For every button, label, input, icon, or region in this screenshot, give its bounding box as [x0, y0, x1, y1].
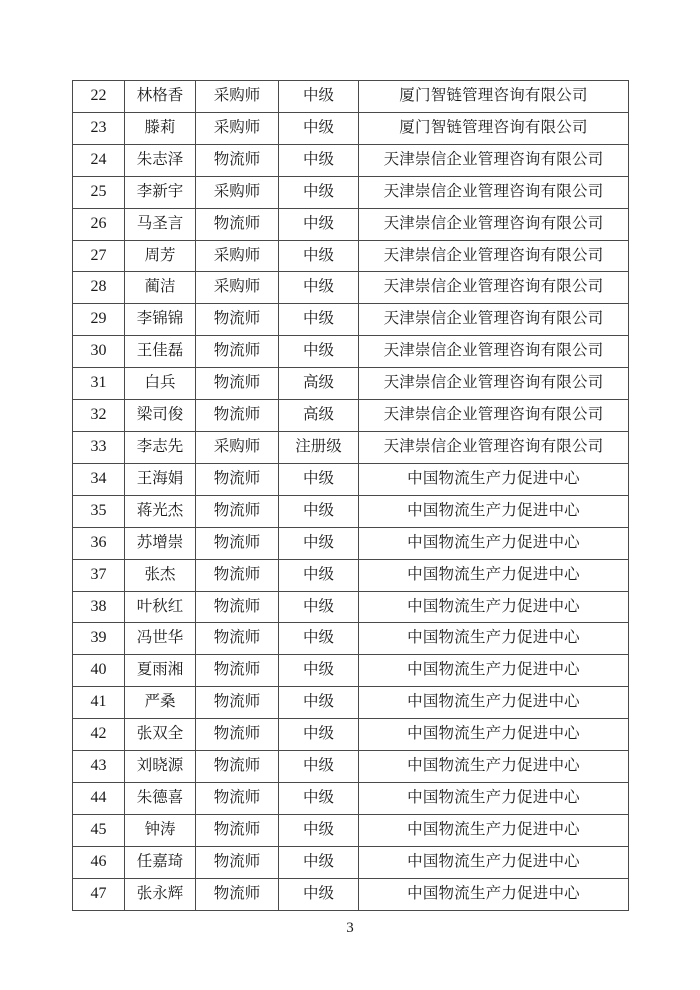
cell-certificate: 物流师: [196, 782, 279, 814]
cell-level: 中级: [279, 176, 359, 208]
cell-level: 中级: [279, 144, 359, 176]
cell-index: 45: [73, 814, 125, 846]
table-row: [73, 81, 629, 113]
cell-certificate: 物流师: [196, 368, 279, 400]
cell-organization: 中国物流生产力促进中心: [359, 495, 629, 527]
table-row: [73, 782, 629, 814]
cell-organization: 中国物流生产力促进中心: [359, 751, 629, 783]
cell-certificate: 物流师: [196, 687, 279, 719]
cell-name: 任嘉琦: [125, 846, 196, 878]
cell-certificate: 物流师: [196, 814, 279, 846]
cell-organization: 中国物流生产力促进中心: [359, 814, 629, 846]
cell-certificate: 采购师: [196, 240, 279, 272]
cell-name: 王佳磊: [125, 336, 196, 368]
cell-index: 27: [73, 240, 125, 272]
table-row: [73, 368, 629, 400]
table-row: [73, 304, 629, 336]
cell-organization: 天津崇信企业管理咨询有限公司: [359, 208, 629, 240]
cell-organization: 中国物流生产力促进中心: [359, 463, 629, 495]
cell-certificate: 物流师: [196, 144, 279, 176]
cell-name: 刘晓源: [125, 751, 196, 783]
table-row: [73, 336, 629, 368]
cell-index: 31: [73, 368, 125, 400]
cell-level: 中级: [279, 112, 359, 144]
cell-name: 滕莉: [125, 112, 196, 144]
cell-level: 中级: [279, 463, 359, 495]
cell-name: 钟涛: [125, 814, 196, 846]
page-number: 3: [346, 920, 354, 936]
cell-level: 中级: [279, 240, 359, 272]
cell-organization: 天津崇信企业管理咨询有限公司: [359, 176, 629, 208]
cell-index: 25: [73, 176, 125, 208]
cell-certificate: 物流师: [196, 655, 279, 687]
cell-organization: 中国物流生产力促进中心: [359, 559, 629, 591]
cell-certificate: 物流师: [196, 719, 279, 751]
table-row: [73, 719, 629, 751]
cell-organization: 中国物流生产力促进中心: [359, 527, 629, 559]
cell-index: 23: [73, 112, 125, 144]
table-row: [73, 400, 629, 432]
table-row: [73, 751, 629, 783]
table-row: [73, 495, 629, 527]
table-row: [73, 559, 629, 591]
table-row: [73, 623, 629, 655]
cell-name: 周芳: [125, 240, 196, 272]
cell-certificate: 物流师: [196, 208, 279, 240]
cell-certificate: 物流师: [196, 304, 279, 336]
cell-index: 43: [73, 751, 125, 783]
cell-level: 中级: [279, 81, 359, 113]
cell-index: 22: [73, 81, 125, 113]
cell-index: 28: [73, 272, 125, 304]
cell-name: 蔺洁: [125, 272, 196, 304]
cell-name: 朱志泽: [125, 144, 196, 176]
cell-organization: 中国物流生产力促进中心: [359, 846, 629, 878]
cell-certificate: 采购师: [196, 112, 279, 144]
cell-index: 34: [73, 463, 125, 495]
cell-level: 高级: [279, 368, 359, 400]
table-row: [73, 463, 629, 495]
table-row: [73, 687, 629, 719]
cell-index: 24: [73, 144, 125, 176]
cell-level: 中级: [279, 846, 359, 878]
cell-level: 中级: [279, 655, 359, 687]
cell-level: 中级: [279, 336, 359, 368]
table-row: [73, 527, 629, 559]
cell-name: 张杰: [125, 559, 196, 591]
cell-certificate: 物流师: [196, 463, 279, 495]
cell-name: 马圣言: [125, 208, 196, 240]
cell-name: 朱德喜: [125, 782, 196, 814]
cell-organization: 中国物流生产力促进中心: [359, 623, 629, 655]
roster-table-body: [73, 81, 629, 911]
cell-organization: 中国物流生产力促进中心: [359, 878, 629, 910]
cell-certificate: 物流师: [196, 336, 279, 368]
cell-certificate: 物流师: [196, 527, 279, 559]
cell-certificate: 物流师: [196, 495, 279, 527]
cell-level: 高级: [279, 400, 359, 432]
cell-name: 苏增崇: [125, 527, 196, 559]
cell-index: 42: [73, 719, 125, 751]
cell-level: 中级: [279, 208, 359, 240]
cell-name: 叶秋红: [125, 591, 196, 623]
table-row: [73, 878, 629, 910]
cell-level: 中级: [279, 814, 359, 846]
cell-organization: 天津崇信企业管理咨询有限公司: [359, 144, 629, 176]
table-row: [73, 176, 629, 208]
cell-organization: 天津崇信企业管理咨询有限公司: [359, 336, 629, 368]
cell-certificate: 物流师: [196, 878, 279, 910]
cell-name: 梁司俊: [125, 400, 196, 432]
cell-name: 严桑: [125, 687, 196, 719]
cell-organization: 天津崇信企业管理咨询有限公司: [359, 272, 629, 304]
cell-organization: 天津崇信企业管理咨询有限公司: [359, 240, 629, 272]
cell-level: 中级: [279, 495, 359, 527]
cell-name: 李新宇: [125, 176, 196, 208]
table-row: [73, 655, 629, 687]
cell-index: 32: [73, 400, 125, 432]
cell-organization: 中国物流生产力促进中心: [359, 719, 629, 751]
cell-level: 中级: [279, 527, 359, 559]
cell-certificate: 物流师: [196, 846, 279, 878]
cell-level: 注册级: [279, 431, 359, 463]
cell-certificate: 物流师: [196, 400, 279, 432]
cell-certificate: 物流师: [196, 559, 279, 591]
cell-name: 白兵: [125, 368, 196, 400]
cell-index: 40: [73, 655, 125, 687]
cell-name: 林格香: [125, 81, 196, 113]
cell-level: 中级: [279, 878, 359, 910]
cell-index: 39: [73, 623, 125, 655]
cell-organization: 中国物流生产力促进中心: [359, 655, 629, 687]
cell-level: 中级: [279, 559, 359, 591]
cell-index: 26: [73, 208, 125, 240]
cell-index: 36: [73, 527, 125, 559]
cell-index: 47: [73, 878, 125, 910]
cell-name: 夏雨湘: [125, 655, 196, 687]
table-row: [73, 144, 629, 176]
cell-level: 中级: [279, 782, 359, 814]
cell-name: 张永辉: [125, 878, 196, 910]
cell-index: 30: [73, 336, 125, 368]
cell-name: 李锦锦: [125, 304, 196, 336]
table-row: [73, 814, 629, 846]
table-row: [73, 846, 629, 878]
cell-level: 中级: [279, 304, 359, 336]
cell-organization: 中国物流生产力促进中心: [359, 782, 629, 814]
cell-certificate: 采购师: [196, 176, 279, 208]
cell-organization: 厦门智链管理咨询有限公司: [359, 112, 629, 144]
cell-index: 37: [73, 559, 125, 591]
cell-certificate: 物流师: [196, 623, 279, 655]
cell-certificate: 物流师: [196, 751, 279, 783]
cell-organization: 天津崇信企业管理咨询有限公司: [359, 304, 629, 336]
cell-level: 中级: [279, 751, 359, 783]
cell-certificate: 物流师: [196, 591, 279, 623]
cell-index: 44: [73, 782, 125, 814]
cell-organization: 天津崇信企业管理咨询有限公司: [359, 400, 629, 432]
table-row: [73, 208, 629, 240]
cell-index: 29: [73, 304, 125, 336]
cell-organization: 天津崇信企业管理咨询有限公司: [359, 431, 629, 463]
cell-certificate: 采购师: [196, 81, 279, 113]
cell-certificate: 采购师: [196, 431, 279, 463]
cell-organization: 中国物流生产力促进中心: [359, 687, 629, 719]
cell-name: 王海娟: [125, 463, 196, 495]
table-row: [73, 591, 629, 623]
table-row: [73, 272, 629, 304]
cell-name: 冯世华: [125, 623, 196, 655]
cell-organization: 厦门智链管理咨询有限公司: [359, 81, 629, 113]
table-row: [73, 240, 629, 272]
certification-roster-table: [72, 80, 629, 911]
cell-name: 蒋光杰: [125, 495, 196, 527]
table-row: [73, 112, 629, 144]
cell-name: 李志先: [125, 431, 196, 463]
cell-organization: 天津崇信企业管理咨询有限公司: [359, 368, 629, 400]
cell-level: 中级: [279, 591, 359, 623]
cell-certificate: 采购师: [196, 272, 279, 304]
cell-level: 中级: [279, 623, 359, 655]
cell-index: 46: [73, 846, 125, 878]
cell-level: 中级: [279, 687, 359, 719]
cell-level: 中级: [279, 719, 359, 751]
cell-index: 35: [73, 495, 125, 527]
cell-organization: 中国物流生产力促进中心: [359, 591, 629, 623]
cell-index: 41: [73, 687, 125, 719]
cell-index: 33: [73, 431, 125, 463]
cell-level: 中级: [279, 272, 359, 304]
cell-index: 38: [73, 591, 125, 623]
cell-name: 张双全: [125, 719, 196, 751]
table-row: [73, 431, 629, 463]
